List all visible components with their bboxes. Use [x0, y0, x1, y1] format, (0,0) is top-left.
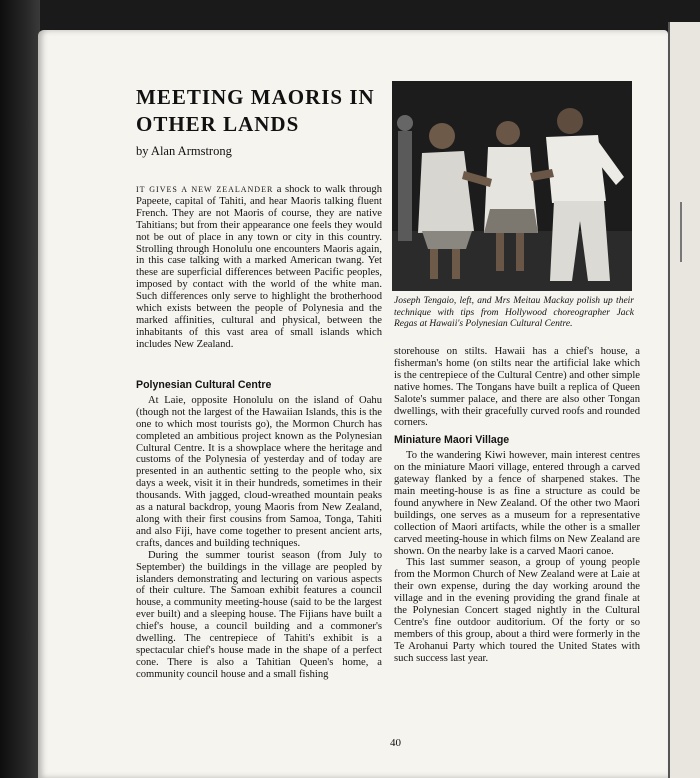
page-number: 40	[390, 737, 401, 749]
section2-paragraph-2: This last summer season, a group of young people from the Mormon Church of New Zealand were at Laie at their own expense, during the day working around the village and in the evening providing the grand finale at the Polynesian Concert staged nightly in the Cultural Centre's fine outdoor auditorium. Of the forty or so members of this group, about a third were formerly in the Te Arohanui Party which toured the United States with such success last year.	[394, 557, 640, 664]
intro-paragraph	[136, 184, 382, 351]
section2-paragraph-1: To the wandering Kiwi however, main interest centres on the miniature Maori village, entered through a carved gateway flanked by a fence of sharpened stakes. The main meeting-house is as fine a structure as could be found anywhere in New Zealand. Of the other two Maori buildings, one serves as a museum for a representative collection of Maori artifacts, while the other is a smaller carved meeting-house in which films on New Zealand are shown. On the nearby lake is a carved Maori canoe.	[394, 450, 640, 557]
section-heading-maori-village: Miniature Maori Village	[394, 434, 510, 447]
intro-text: a shock to walk through Papeete, capital of Tahiti, and hear Maoris talking fluent French. They are not Maoris of course, they are native Tahitians; but from their appearance one feels they would not be out of place in any town or city in this country. Strolling through Honolulu one encounters Maoris again, in this case talking with a marked American twang. Yet these are superficial differences between Pacific peoples, imposed by contact with the world of the white man. Such differences only serve to highlight the brotherhood which exists between the people of Polynesia and the marked affinities, cultural and physical, between the inhabitants of this vast area of small islands which includes New Zealand.	[136, 184, 382, 350]
article-title: MEETING MAORIS IN OTHER LANDS	[136, 85, 375, 136]
right-column	[394, 346, 640, 665]
right-paragraph-continued: storehouse on stilts. Hawaii has a chief's house, a fisherman's home (on stilts near the artificial lake which is the centrepiece of the Cultural Centre) and other simple native homes. The Tongans have built a replica of Queen Salote's summer palace, and there are also other Tongan dwellings, with their gracefully curved roofs and rounded corners.	[394, 346, 640, 429]
dance-photo	[392, 81, 632, 291]
dancers-illustration	[392, 81, 632, 291]
section-heading-polynesian: Polynesian Cultural Centre	[136, 379, 272, 391]
adjacent-page-mark	[680, 202, 682, 262]
section1-paragraph-1: At Laie, opposite Honolulu on the island of Oahu (though not the largest of the Hawaiian Islands, this is the one to which most tourists go), the Mormon Church has completed an ambitious project known as the Polynesian Cultural Centre. It is a showplace where the heritage and customs of the Polynesia of yesterday and of today are presented in an authentic setting to the people who, six days a week, visit it in their hundreds, sometimes in their thousands. With jagged, cloud-wreathed mountain peaks as a natural backdrop, young Maoris from New Zealand, along with their first cousins from Samoa, Tonga, Tahiti and also Fiji, have come together to present ancient arts, crafts, dances and building techniques.	[136, 394, 382, 549]
lede-small-caps: IT GIVES A NEW ZEALANDER	[136, 185, 274, 194]
scan-background-edge	[0, 0, 40, 778]
article-byline: by Alan Armstrong	[136, 144, 232, 158]
left-column	[136, 374, 382, 681]
photo-caption: Joseph Tengaio, left, and Mrs Meitau Mackay polish up their technique with tips from Hollywood choreographer Jack Regas at Hawaii's Polynesian Cultural Centre.	[394, 296, 634, 329]
adjacent-page-edge	[668, 22, 700, 778]
intro-column	[136, 184, 382, 351]
section1-paragraph-2: During the summer tourist season (from July to September) the buildings in the village are peopled by islanders demonstrating and lecturing on various aspects of their culture. The Samoan exhibit features a council house, a community meeting-house (said to be the largest ever built) and a sleeping house. The Fijians have built a chief's house, a council building and a commoner's dwelling. The centrepiece of Tahiti's exhibit is a spectacular chief's house made in the shape of a perfect cone. There is also a Tahitian Queen's home, a community council house and a small fishing	[136, 549, 382, 680]
